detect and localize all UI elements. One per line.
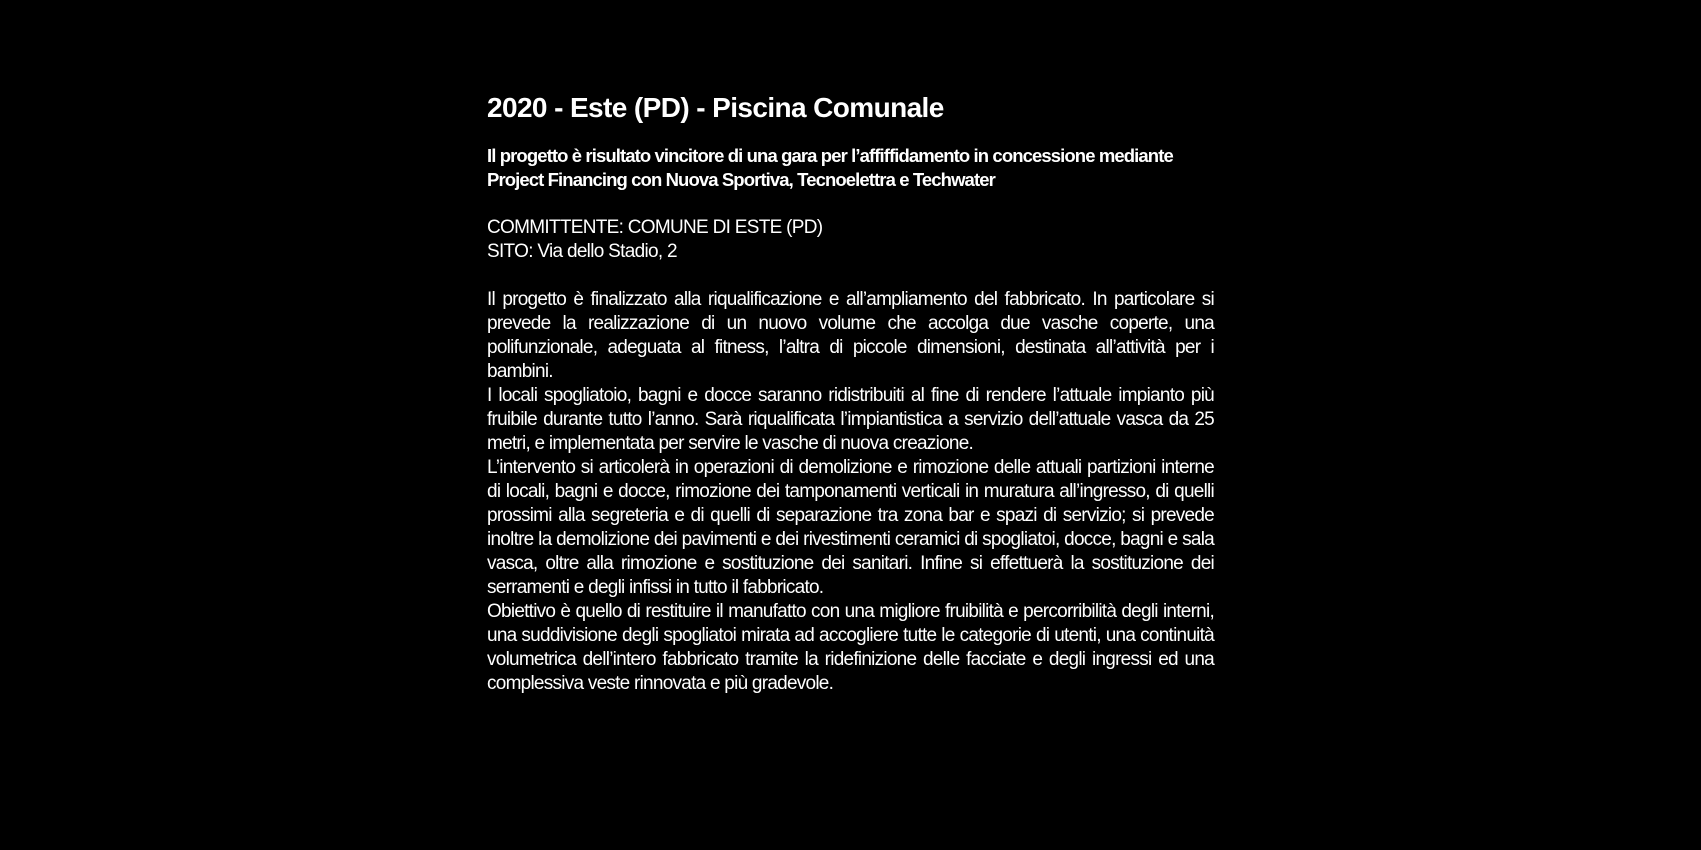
project-meta [487, 216, 1214, 264]
body-paragraph: Il progetto è finalizzato alla riqualificazione e all’ampliamento del fabbricato. In particolare si prevede la realizzazione di un nuovo volume che accolga due vasche coperte, una polifunzionale, adeguata al fitness, l’altra di piccole dimensioni, destinata all’attività per i bambini. [487, 289, 1214, 382]
body-paragraph: Obiettivo è quello di restituire il manufatto con una migliore fruibilità e percorribilità degli interni, una suddivisione degli spogliatoi mirata ad accogliere tutte le categorie di utenti, una continuità volumetrica dell’intero fabbricato tramite la ridefinizione delle facciate e degli ingressi ed una complessiva veste rinnovata e più gradevole. [487, 601, 1214, 694]
project-title: 2020 - Este (PD) - Piscina Comunale [487, 92, 944, 123]
body-paragraph: L’intervento si articolerà in operazioni di demolizione e rimozione delle attuali partizioni interne di locali, bagni e docce, rimozione dei tamponamenti verticali in muratura all’ingresso, di quelli prossimi alla segreteria e di quelli di separazione tra zona bar e spazi di servizio; si prevede inoltre la demolizione dei pavimenti e dei rivestimenti ceramici di spogliatoi, docce, bagni e sala vasca, oltre alla rimozione e sostituzione dei sanitari. Infine si effettuerà la sostituzione dei serramenti e degli infissi in tutto il fabbricato. [487, 457, 1214, 598]
site-line: SITO: Via dello Stadio, 2 [487, 241, 677, 262]
project-description [487, 88, 1214, 696]
project-subtitle: Il progetto è risultato vincitore di una gara per l’affiffidamento in concessione mediante Project Financing con Nuova Sportiva, Tecnoelettra e Techwater [487, 145, 1173, 190]
body-paragraph: I locali spogliatoio, bagni e docce saranno ridistribuiti al fine di rendere l’attuale impianto più fruibile durante tutto l’anno. Sarà riqualificata l’impiantistica a servizio dell’attuale vasca da 25 metri, e implementata per servire le vasche di nuova creazione. [487, 385, 1214, 454]
client-line: COMMITTENTE: COMUNE DI ESTE (PD) [487, 217, 823, 238]
project-body [487, 288, 1214, 696]
